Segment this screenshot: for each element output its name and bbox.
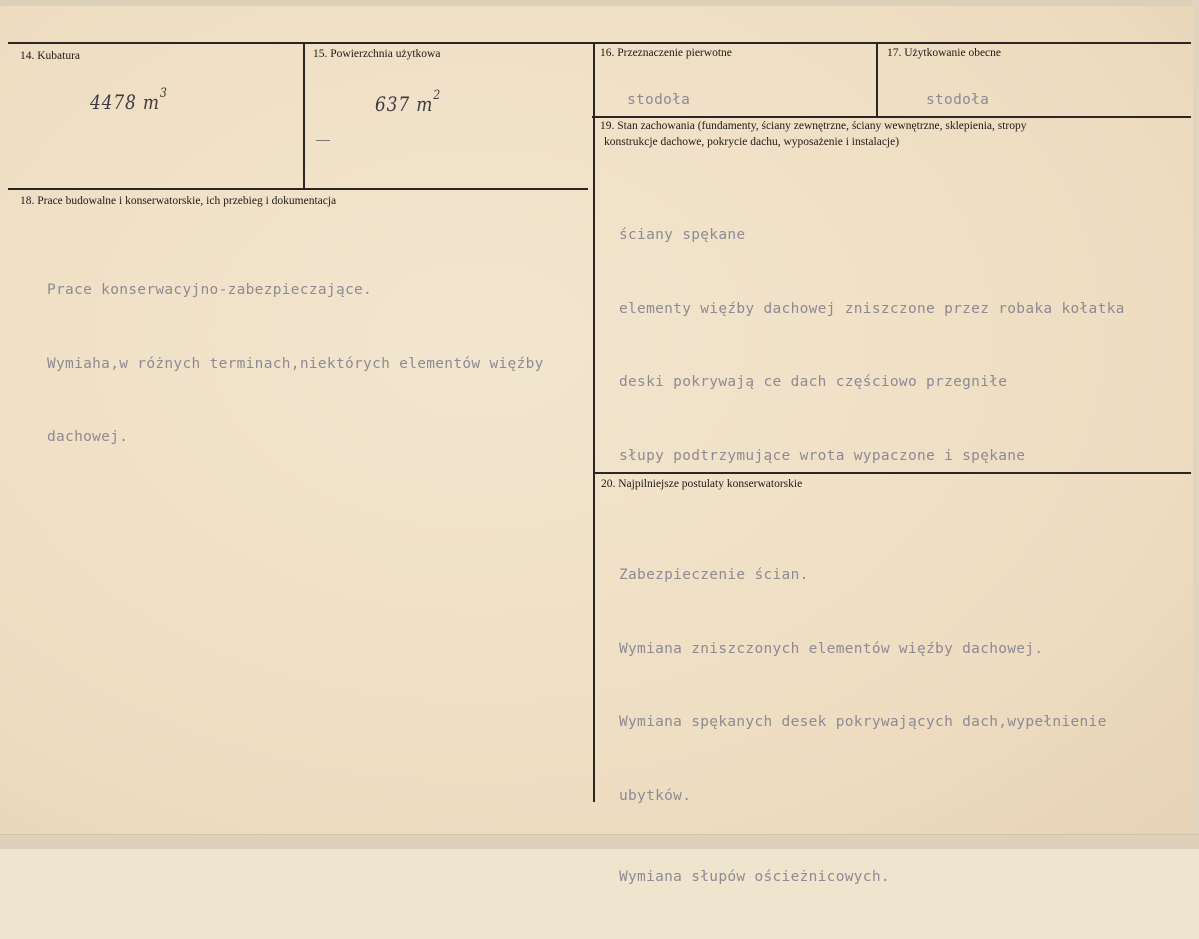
stan-line-4: słupy podtrzymujące wrota wypaczone i spękane [619,447,1026,464]
przeznaczenie-label: 16. Przeznaczenie pierwotne [600,47,732,59]
prace-text [47,229,544,499]
rule-under-16-17 [592,116,1191,118]
kubatura-unit: m [142,90,160,114]
powierzchnia-exponent: 2 [433,88,442,104]
prace-line-3: dachowej. [47,429,129,445]
stan-text [619,174,1125,517]
powierzchnia-value [375,88,442,116]
postulaty-label: 20. Najpilniejsze postulaty konserwatorskie [601,478,803,490]
stray-mark [316,140,330,141]
divider-left-right [593,42,595,802]
stan-line-1: ściany spękane [619,227,746,243]
postulaty-line-1: Zabezpieczenie ścian. [619,567,809,583]
przeznaczenie-value: stodoła [627,92,691,108]
stan-label-line-1: 19. Stan zachowania (fundamenty, ściany zewnętrzne, ściany wewnętrzne, sklepienia, stropy [600,120,1027,132]
stan-line-3: deski pokrywają ce dach częściowo przegniłe [619,374,1008,390]
divider-16-17 [876,42,878,117]
kubatura-exponent: 3 [159,86,168,102]
kubatura-number: 4478 [90,90,137,114]
top-rule [8,42,1191,44]
powierzchnia-unit: m [416,92,434,116]
prace-line-2: Wymiaha,w różnych terminach,niektórych elementów więźby [47,355,544,372]
card-top-edge [0,0,1199,6]
prace-line-1: Prace konserwacyjno-zabezpieczające. [47,282,373,298]
kubatura-label: 14. Kubatura [20,50,81,62]
postulaty-line-3: Wymiana spękanych desek pokrywających dach,wypełnienie [619,714,1107,730]
rule-under-14-15 [8,188,588,190]
divider-14-15 [303,42,305,189]
postulaty-line-2: Wymiana zniszczonych elementów więźby dachowej. [619,640,1044,657]
postulaty-text [619,514,1107,939]
kubatura-value [90,86,168,114]
stan-label-line-2: konstrukcje dachowe, pokrycie dachu, wyposażenie i instalacje) [604,136,900,148]
uzytkowanie-value: stodoła [926,92,990,108]
uzytkowanie-label: 17. Użytkowanie obecne [887,47,1002,59]
postulaty-line-5: Wymiana słupów ościeżnicowych. [619,869,890,885]
stan-line-2: elementy więźby dachowej zniszczone przez robaka kołatka [619,300,1125,317]
postulaty-line-4: ubytków. [619,787,692,804]
card-right-edge [1193,0,1199,849]
powierzchnia-label: 15. Powierzchnia użytkowa [313,48,441,60]
powierzchnia-number: 637 [375,92,411,116]
prace-label: 18. Prace budowalne i konserwatorskie, ich przebieg i dokumentacja [20,195,337,207]
